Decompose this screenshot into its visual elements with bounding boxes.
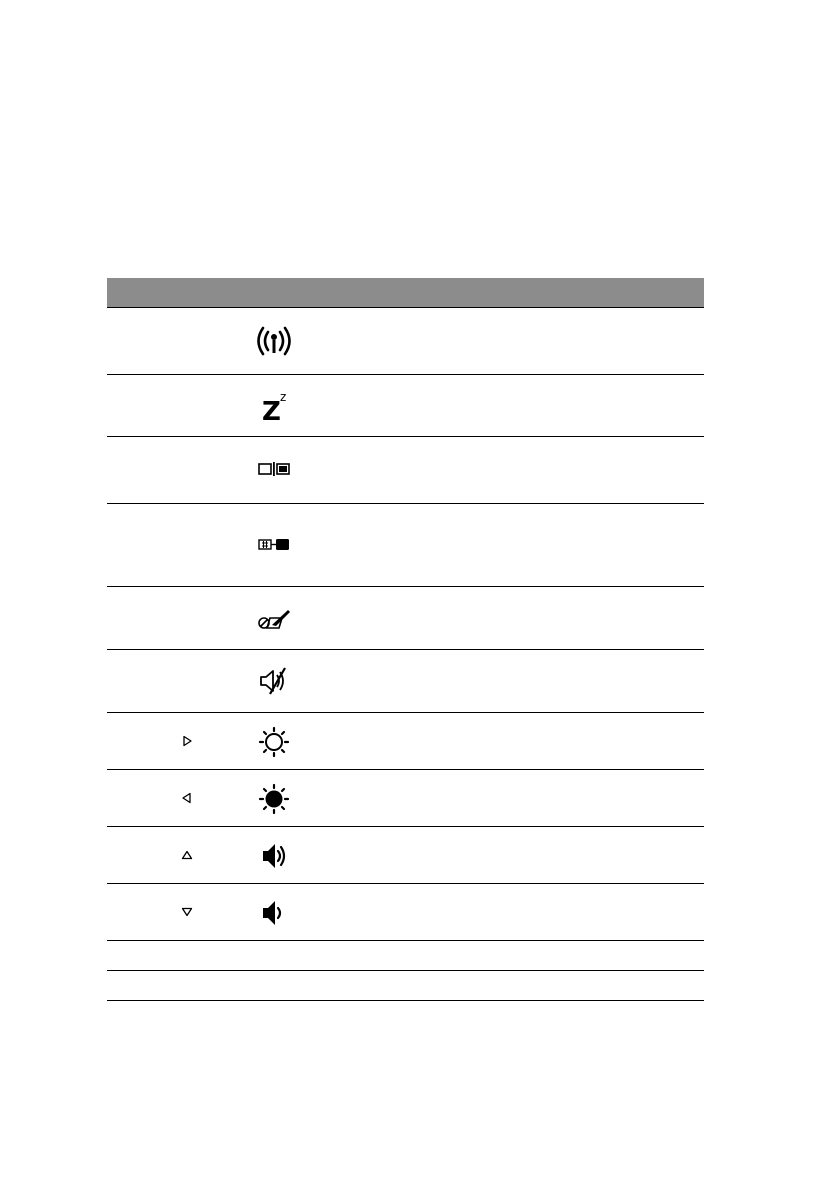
arrow-right-icon bbox=[179, 733, 195, 749]
table-header bbox=[107, 278, 704, 308]
table-row bbox=[107, 650, 704, 713]
table-row bbox=[107, 827, 704, 884]
brightness-down-icon bbox=[250, 782, 298, 816]
speaker-mute-icon bbox=[250, 664, 298, 698]
brightness-up-icon bbox=[250, 725, 298, 759]
volume-up-icon bbox=[250, 839, 298, 873]
arrow-up-icon bbox=[179, 847, 195, 863]
table-row bbox=[107, 308, 704, 375]
table-row bbox=[107, 587, 704, 650]
touchpad-toggle-icon bbox=[250, 601, 298, 635]
table-row bbox=[107, 770, 704, 827]
wireless-icon bbox=[250, 324, 298, 358]
svg-text:Z: Z bbox=[262, 397, 281, 423]
arrow-down-icon bbox=[179, 904, 195, 920]
table-row bbox=[107, 713, 704, 770]
screen-blank-icon bbox=[250, 527, 298, 561]
volume-down-icon bbox=[250, 896, 298, 930]
table-row bbox=[107, 437, 704, 504]
display-toggle-icon bbox=[250, 451, 298, 485]
table-row bbox=[107, 941, 704, 971]
sleep-icon bbox=[250, 389, 298, 423]
hotkey-table bbox=[107, 278, 704, 1001]
table-row bbox=[107, 504, 704, 587]
table-row bbox=[107, 971, 704, 1001]
svg-text:z: z bbox=[280, 390, 287, 404]
arrow-left-icon bbox=[179, 790, 195, 806]
table-row bbox=[107, 884, 704, 941]
table-row bbox=[107, 375, 704, 437]
